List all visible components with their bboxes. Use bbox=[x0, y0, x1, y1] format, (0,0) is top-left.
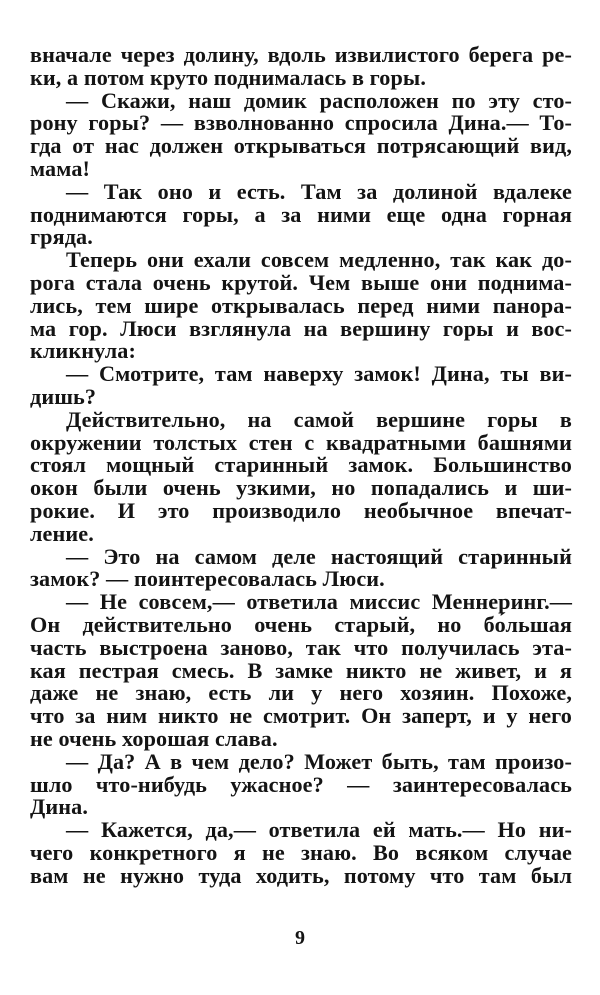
text-line: вам не нужно туда ходить, потому что там был bbox=[30, 862, 572, 888]
text-line: — Смотрите, там наверху замок! Дина, ты ви- bbox=[66, 361, 572, 387]
text-line: что за ним никто не смотрит. Он заперт, и у него bbox=[30, 703, 572, 729]
text-line: — Скажи, наш домик расположен по эту сто- bbox=[66, 87, 572, 113]
text-line: гряда. bbox=[30, 224, 93, 250]
text-line: часть выстроена заново, так что получилась эта- bbox=[30, 634, 572, 660]
text-line: кликнула: bbox=[30, 338, 136, 364]
page-number: 9 bbox=[295, 927, 305, 949]
text-line: Теперь они ехали совсем медленно, так как до- bbox=[66, 247, 572, 273]
text-line: рога стала очень крутой. Чем выше они поднима- bbox=[30, 269, 572, 295]
text-line: — Так оно и есть. Там за долиной вдалеке bbox=[66, 178, 572, 204]
text-line: Он действительно очень старый, но бо́льшая bbox=[30, 611, 572, 637]
text-line: рокие. И это производило необычное впечат- bbox=[30, 497, 572, 523]
text-line: вначале через долину, вдоль извилистого берега ре- bbox=[30, 42, 572, 67]
text-line: — Да? А в чем дело? Может быть, там произо- bbox=[66, 748, 572, 774]
text-line: чего конкретного я не знаю. Во всяком случае bbox=[30, 839, 572, 865]
text-line: ма гор. Люси взглянула на вершину горы и вос- bbox=[30, 315, 572, 341]
text-line: Дина. bbox=[30, 794, 88, 820]
text-line: ление. bbox=[30, 520, 94, 546]
text-line: замок? — поинтересовалась Люси. bbox=[30, 566, 385, 592]
text-line: шло что-нибудь ужасное? — заинтересовалась bbox=[30, 771, 572, 797]
text-line: — Не совсем,— ответила миссис Меннеринг.— bbox=[66, 589, 572, 615]
text-line: поднимаются горы, а за ними еще одна горная bbox=[30, 201, 572, 227]
text-line: Действительно, на самой вершине горы в bbox=[66, 406, 572, 432]
text-line: окружении толстых стен с квадратными башнями bbox=[30, 429, 572, 455]
text-line: — Это на самом деле настоящий старинный bbox=[66, 543, 572, 569]
body-text bbox=[30, 44, 572, 887]
text-line: кая пестрая смесь. В замке никто не живет, и я bbox=[30, 657, 572, 683]
text-line: мама! bbox=[30, 155, 90, 181]
text-line: гда от нас должен открываться потрясающий вид, bbox=[30, 133, 572, 159]
text-line: дишь? bbox=[30, 383, 97, 409]
text-line: окон были очень узкими, но попадались и ши- bbox=[30, 475, 572, 501]
text-line: стоял мощный старинный замок. Большинство bbox=[30, 452, 572, 478]
text-line: лись, тем шире открывалась перед ними панора- bbox=[30, 292, 572, 318]
text-line: рону горы? — взволнованно спросила Дина.— То- bbox=[30, 110, 572, 136]
text-line: — Кажется, да,— ответила ей мать.— Но ни- bbox=[66, 817, 572, 843]
text-line: не очень хорошая слава. bbox=[30, 725, 278, 751]
text-line: ки, а потом круто поднималась в горы. bbox=[30, 64, 426, 90]
text-line: даже не знаю, есть ли у него хозяин. Похоже, bbox=[30, 680, 572, 706]
